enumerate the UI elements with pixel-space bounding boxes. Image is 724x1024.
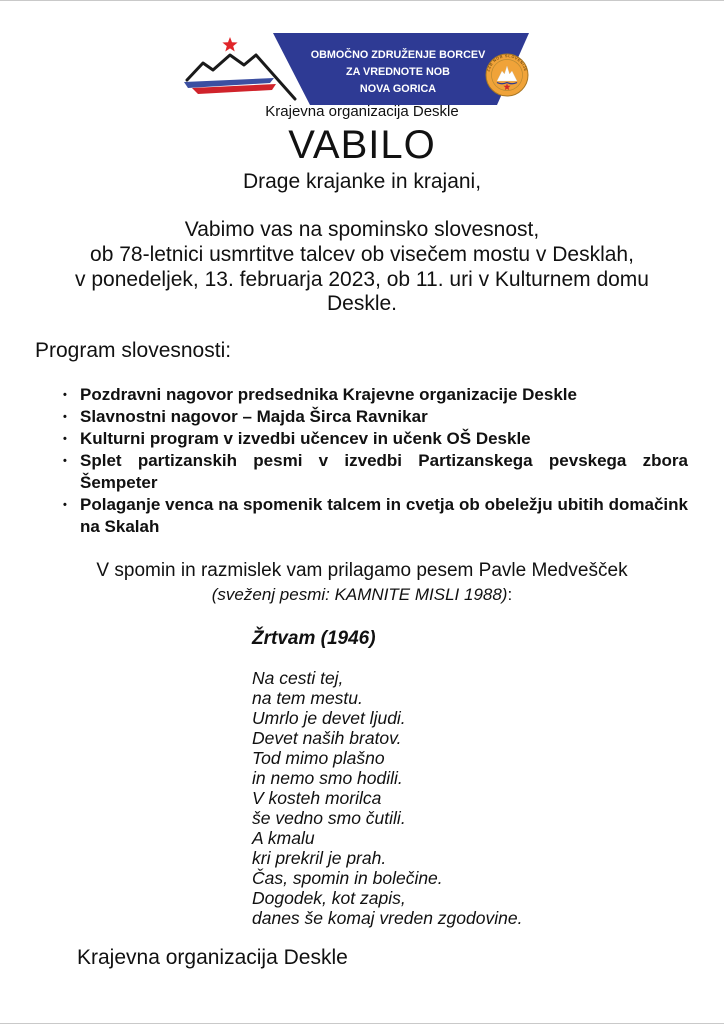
program-item [63,428,688,450]
program-heading: Program slovesnosti: [35,339,232,362]
program-item-text: na Skalah [80,517,160,536]
program-item-text: Kulturni program v izvedbi učencev in učenk OŠ Deskle [80,429,531,448]
intro-line: Vabimo vas na spominsko slovesnost, [184,218,540,241]
bullet-icon: • [63,455,67,467]
bullet-icon: • [63,389,67,401]
poem-line: danes še komaj vreden zgodovine. [252,908,523,928]
banner-text-line2: ZA VREDNOTE NOB [346,66,450,78]
signature: Krajevna organizacija Deskle [77,946,348,969]
page-title: VABILO [288,123,436,167]
emblem-badge [486,54,528,96]
poem-source-line [0,584,724,605]
intro-line: ob 78-letnici usmrtitve talcev ob visečem mostu v Desklah, [90,242,634,266]
program-item-text: Polaganje venca na spomenik talcem in cvetja ob obeležju ubitih domačink [80,495,688,514]
poem-title: Žrtvam (1946) [252,628,376,649]
program-item [63,406,688,428]
organization-logo [180,27,540,111]
bullet-icon: • [63,499,67,511]
poem-line: na tem mestu. [252,688,363,708]
program-item [63,450,688,494]
poem-line: Devet naših bratov. [252,728,402,748]
poem-line: Umrlo je devet ljudi. [252,708,406,728]
poem-line: še vedno smo čutili. [252,808,406,828]
banner-text-line3: NOVA GORICA [359,83,437,95]
program-item-text: Pozdravni nagovor predsednika Krajevne organizacije Deskle [80,385,577,404]
emblem-ring-text: ZZB NOB SLOVENIJE [486,54,528,73]
poem-body [252,668,522,928]
poem-line: in nemo smo hodili. [252,768,403,788]
program-item-text: Splet partizanskih pesmi v izvedbi Partizanskega pevskega zbora [80,451,688,470]
program-list [63,384,688,538]
bullet-icon: • [63,433,67,445]
program-item-text: Šempeter [80,473,158,492]
poem-line: Dogodek, kot zapis, [252,888,406,908]
banner-text-line1: OBMOČNO ZDRUŽENJE BORCEV [310,49,486,61]
program-item [63,494,688,538]
program-item [63,384,688,406]
poem-line: Tod mimo plašno [252,748,385,768]
intro-paragraph [0,218,724,317]
poem-source-italic: (sveženj pesmi: KAMNITE MISLI 1988) [211,585,508,604]
poem-line: A kmalu [252,828,315,848]
poem-intro-line: V spomin in razmislek vam prilagamo pesem Pavle Medvešček [96,560,628,581]
poem-line: Na cesti tej, [252,668,344,688]
greeting-line: Drage krajanke in krajani, [242,170,482,193]
poem-source-colon: : [507,585,513,604]
red-star-icon [222,37,237,52]
bullet-icon: • [63,411,67,423]
intro-line: v ponedeljek, 13. februarja 2023, ob 11. uri v Kulturnem domu [75,267,649,291]
poem-line: Čas, spomin in bolečine. [252,868,443,888]
poem-line: kri prekril je prah. [252,848,387,868]
poem-line: V kosteh morilca [252,788,382,808]
org-subtitle: Krajevna organizacija Deskle [265,103,459,120]
program-item-text: Slavnostni nagovor – Majda Širca Ravnikar [80,407,428,426]
intro-line: Deskle. [326,292,398,316]
